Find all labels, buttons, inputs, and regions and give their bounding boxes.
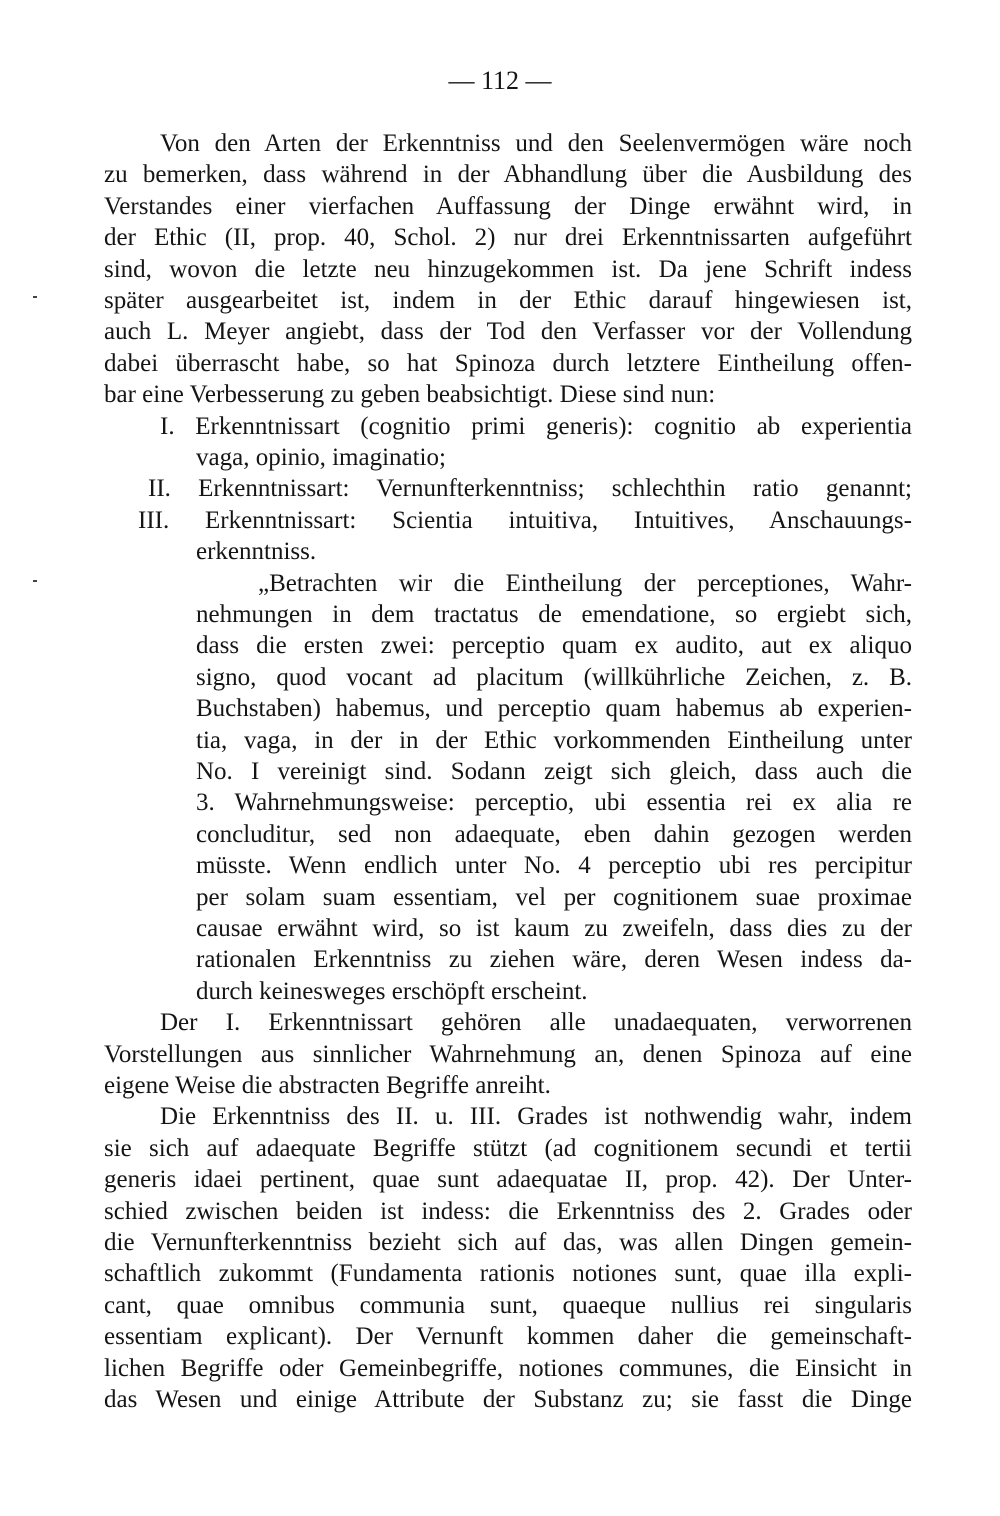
margin-mark bbox=[33, 296, 37, 298]
text-line: auch L. Meyer angiebt, dass der Tod den Verfasser vor der Vollendung bbox=[104, 318, 912, 345]
text-line: Verstandes einer vierfachen Auffassung der Dinge erwähnt wird, in bbox=[104, 193, 912, 220]
text-line: müsste. Wenn endlich unter No. 4 perceptio ubi res percipitur bbox=[196, 852, 912, 879]
text-line: cant, quae omnibus communia sunt, quaeque nullius rei singularis bbox=[104, 1292, 912, 1319]
text-line: signo, quod vocant ad placitum (willkührliche Zeichen, z. B. bbox=[196, 664, 912, 691]
page-number: — 112 — bbox=[448, 66, 552, 95]
text-line: durch keinesweges erschöpft erscheint. bbox=[196, 978, 588, 1005]
text-line: Von den Arten der Erkenntniss und den Seelenvermögen wäre noch bbox=[160, 130, 912, 157]
text-line: bar eine Verbesserung zu geben beabsichtigt. Diese sind nun: bbox=[104, 381, 716, 408]
text-line: 3. Wahrnehmungsweise: perceptio, ubi essentia rei ex alia re bbox=[196, 789, 912, 816]
text-line: sind, wovon die letzte neu hinzugekommen ist. Da jene Schrift indess bbox=[104, 256, 912, 283]
text-line: tia, vaga, in der in der Ethic vorkommenden Eintheilung unter bbox=[196, 727, 912, 754]
text-line: Die Erkenntniss des II. u. III. Grades ist nothwendig wahr, indem bbox=[160, 1103, 912, 1130]
text-line: II. Erkenntnissart: Vernunfterkenntniss; schlechthin ratio genannt; bbox=[148, 475, 912, 502]
text-line: Vorstellungen aus sinnlicher Wahrnehmung an, denen Spinoza auf eine bbox=[104, 1041, 912, 1068]
text-line: der Ethic (II, prop. 40, Schol. 2) nur drei Erkenntnissarten aufgeführt bbox=[104, 224, 912, 251]
text-line: Der I. Erkenntnissart gehören alle unadaequaten, verworrenen bbox=[160, 1009, 912, 1036]
text-line: causae erwähnt wird, so ist kaum zu zweifeln, dass dies zu der bbox=[196, 915, 912, 942]
text-line: III. Erkenntnissart: Scientia intuitiva, Intuitives, Anschauungs- bbox=[138, 507, 912, 534]
text-line: schaftlich zukommt (Fundamenta rationis notiones sunt, quae illa expli- bbox=[104, 1260, 912, 1287]
text-line: dabei überrascht habe, so hat Spinoza durch letztere Eintheilung offen- bbox=[104, 350, 912, 377]
text-line: vaga, opinio, imaginatio; bbox=[196, 444, 446, 471]
text-line: generis idaei pertinent, quae sunt adaequatae II, prop. 42). Der Unter- bbox=[104, 1166, 912, 1193]
text-line: essentiam explicant). Der Vernunft kommen daher die gemeinschaft- bbox=[104, 1323, 912, 1350]
text-line: später ausgearbeitet ist, indem in der Ethic darauf hingewiesen ist, bbox=[104, 287, 912, 314]
text-line: lichen Begriffe oder Gemeinbegriffe, notiones communes, die Einsicht in bbox=[104, 1355, 912, 1382]
margin-mark bbox=[33, 580, 37, 582]
text-line: dass die ersten zwei: perceptio quam ex audito, aut ex aliquo bbox=[196, 632, 912, 659]
text-line: eigene Weise die abstracten Begriffe anreiht. bbox=[104, 1072, 551, 1099]
text-line: zu bemerken, dass während in der Abhandlung über die Ausbildung des bbox=[104, 161, 912, 188]
text-line: das Wesen und einige Attribute der Substanz zu; sie fasst die Dinge bbox=[104, 1386, 912, 1413]
text-line: nehmungen in dem tractatus de emendatione, so ergiebt sich, bbox=[196, 601, 912, 628]
text-line: rationalen Erkenntniss zu ziehen wäre, deren Wesen indess da- bbox=[196, 946, 912, 973]
text-line: „Betrachten wir die Eintheilung der perceptiones, Wahr- bbox=[258, 570, 912, 597]
text-line: per solam suam essentiam, vel per cognitionem suae proximae bbox=[196, 884, 912, 911]
text-line: sie sich auf adaequate Begriffe stützt (ad cognitionem secundi et tertii bbox=[104, 1135, 912, 1162]
text-line: Buchstaben) habemus, und perceptio quam habemus ab experien- bbox=[196, 695, 912, 722]
text-line: erkenntniss. bbox=[196, 538, 317, 565]
text-line: No. I vereinigt sind. Sodann zeigt sich gleich, dass auch die bbox=[196, 758, 912, 785]
text-line: I. Erkenntnissart (cognitio primi generis): cognitio ab experientia bbox=[160, 413, 912, 440]
text-line: concluditur, sed non adaequate, eben dahin gezogen werden bbox=[196, 821, 912, 848]
text-line: schied zwischen beiden ist indess: die Erkenntniss des 2. Grades oder bbox=[104, 1198, 912, 1225]
text-line: die Vernunfterkenntniss bezieht sich auf das, was allen Dingen gemein- bbox=[104, 1229, 912, 1256]
